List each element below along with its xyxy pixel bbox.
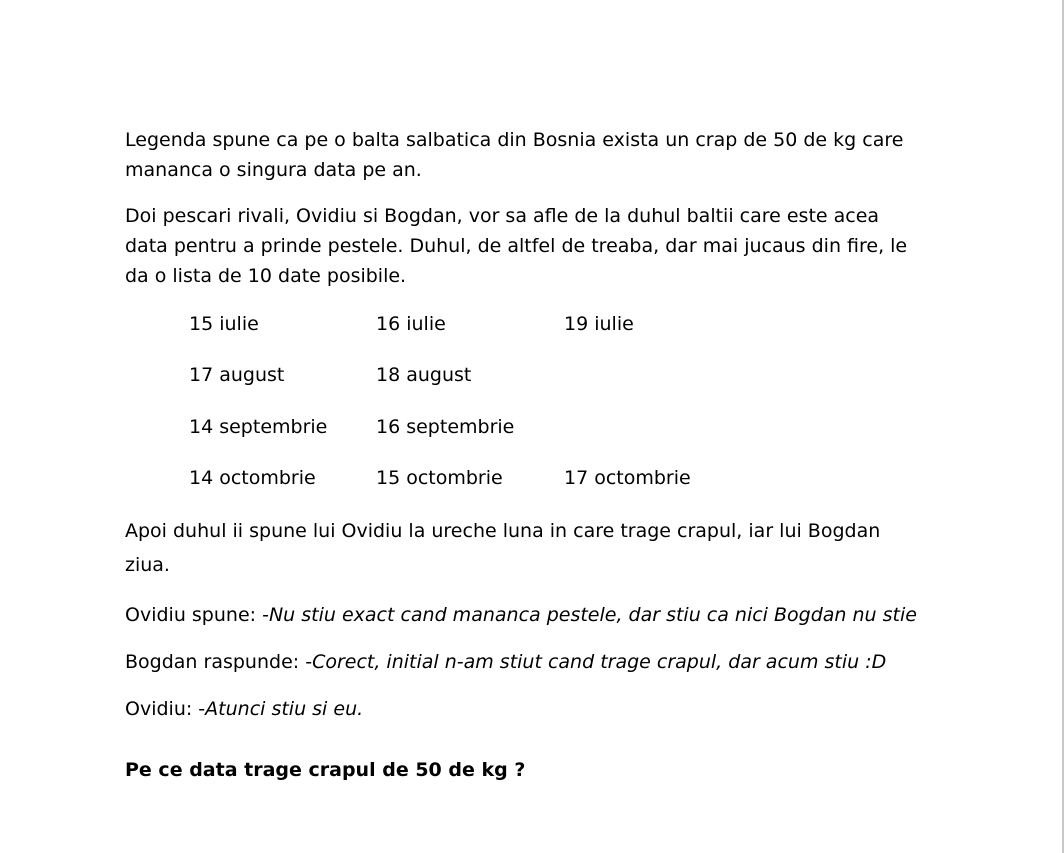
setup-line: data pentru a prinde pestele. Duhul, de altfel de treaba, dar mai jucaus din fire, le — [125, 235, 908, 257]
intro-paragraph — [125, 125, 945, 185]
ovidiu-statement — [125, 600, 945, 630]
setup-paragraph — [125, 201, 945, 291]
bogdan-statement — [125, 647, 945, 677]
intro-line: Legenda spune ca pe o balta salbatica din Bosnia exista un crap de 50 de kg care — [125, 129, 904, 151]
whisper-line: Apoi duhul ii spune lui Ovidiu la ureche luna in care trage crapul, iar lui Bogdan — [125, 520, 881, 542]
whisper-line: ziua. — [125, 554, 170, 576]
date-cell: 15 octombrie — [376, 467, 503, 489]
date-cell: 17 august — [189, 364, 285, 386]
date-cell: 14 octombrie — [189, 467, 316, 489]
date-cell: 18 august — [376, 364, 472, 386]
quote-text: Corect, initial n-am stiut cand trage crapul, dar acum stiu :D — [312, 651, 887, 673]
whisper-paragraph — [125, 514, 945, 582]
speaker-label: Ovidiu: - — [125, 698, 206, 720]
speaker-label: Ovidiu spune: - — [125, 604, 269, 626]
date-cell: 16 septembrie — [376, 416, 515, 438]
quote-text: Atunci stiu si eu. — [205, 698, 364, 720]
date-cell: 19 iulie — [564, 313, 634, 335]
date-cell: 15 iulie — [189, 313, 259, 335]
ovidiu-reply — [125, 694, 945, 724]
setup-line: da o lista de 10 date posibile. — [125, 265, 407, 287]
speaker-label: Bogdan raspunde: - — [125, 651, 313, 673]
intro-line: mananca o singura data pe an. — [125, 159, 422, 181]
question-heading: Pe ce data trage crapul de 50 de kg ? — [125, 759, 526, 781]
date-cell: 17 octombrie — [564, 467, 691, 489]
date-cell: 14 septembrie — [189, 416, 328, 438]
setup-line: Doi pescari rivali, Ovidiu si Bogdan, vor sa afle de la duhul baltii care este acea — [125, 205, 880, 227]
date-cell: 16 iulie — [376, 313, 446, 335]
quote-text: Nu stiu exact cand mananca pestele, dar stiu ca nici Bogdan nu stie — [268, 604, 917, 626]
